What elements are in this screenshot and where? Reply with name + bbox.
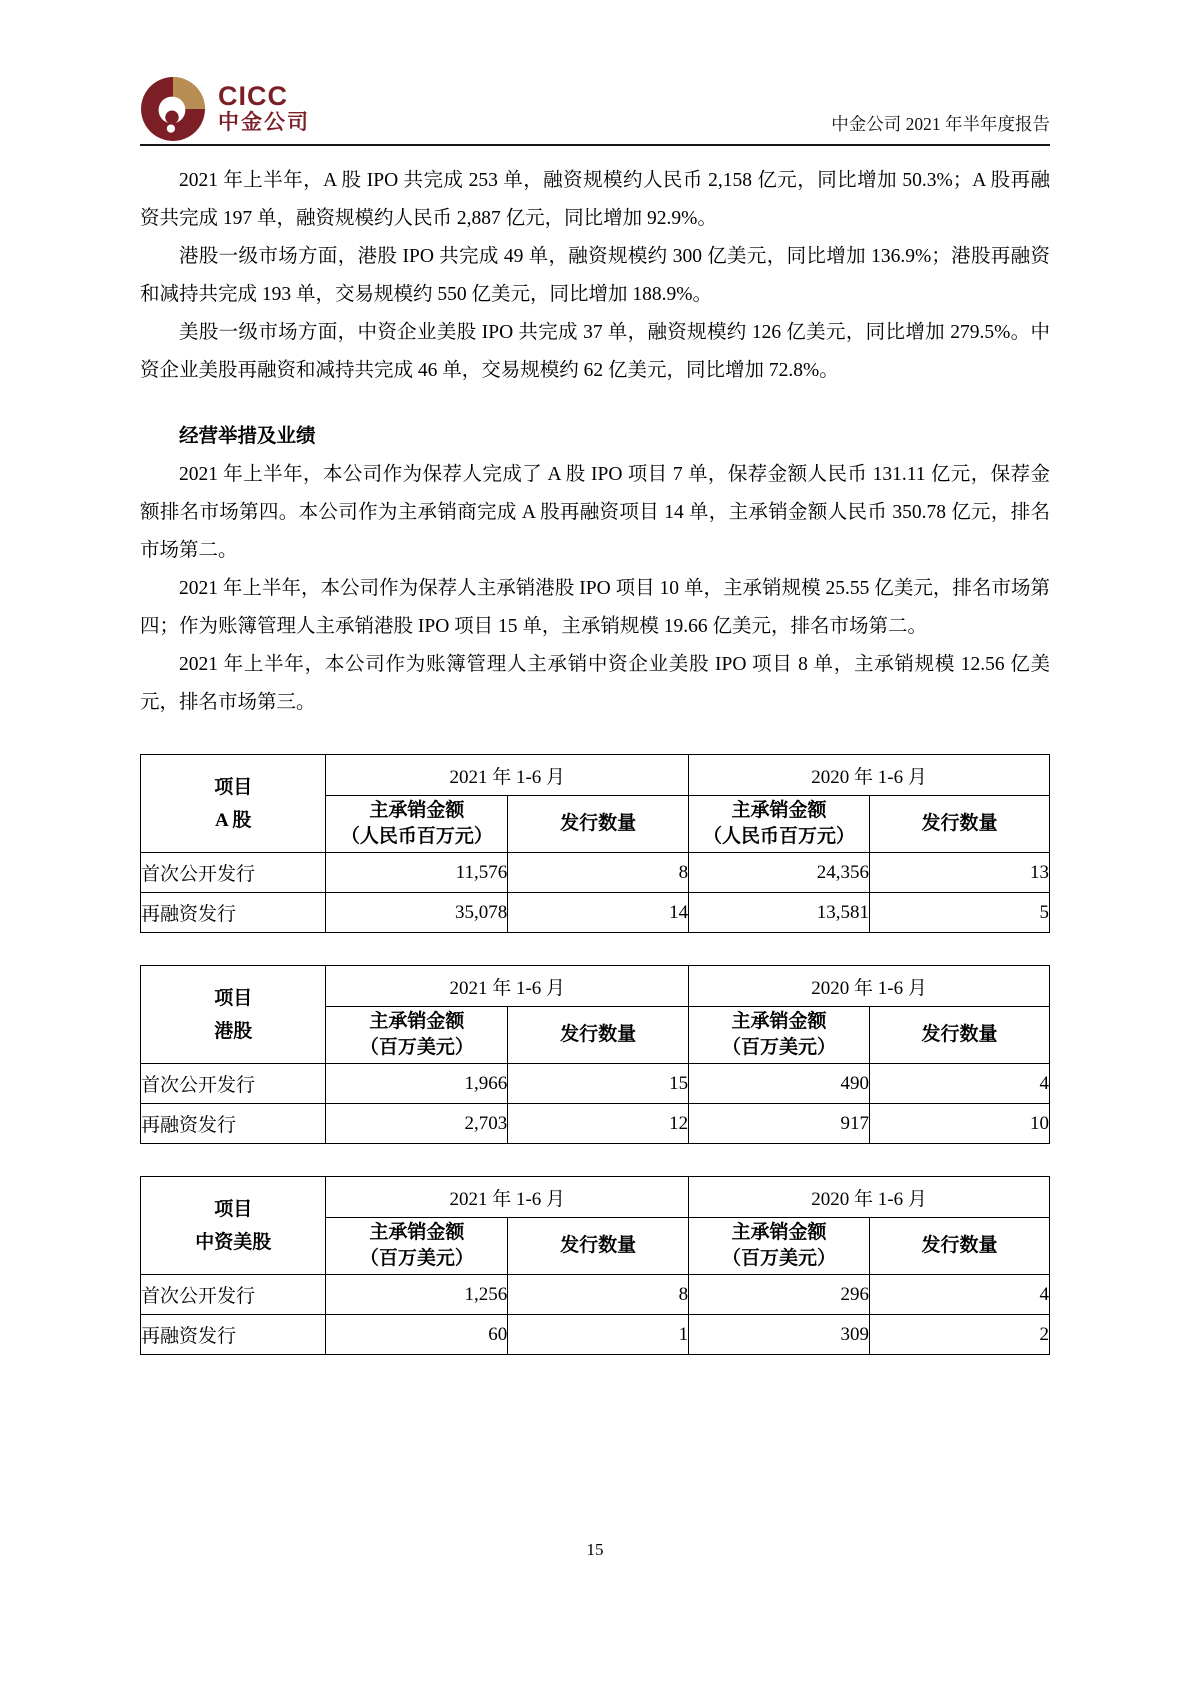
amount-unit: （人民币百万元） xyxy=(703,826,856,847)
amount-2021-value: 35,078 xyxy=(326,893,508,933)
amount-header-2020 xyxy=(689,1007,870,1064)
count-header-2021: 发行数量 xyxy=(508,1218,689,1275)
row-label: 首次公开发行 xyxy=(141,853,326,893)
brand-text xyxy=(218,82,310,136)
amount-label: 主承销金额 xyxy=(369,1011,465,1032)
paragraph-us-market: 美股一级市场方面，中资企业美股 IPO 共完成 37 单，融资规模约 126 亿美元，同比增加 279.5%。中资企业美股再融资和减持共完成 46 单，交易规模约 62 亿美元，同比增加 72.8%。 xyxy=(140,322,1050,381)
amount-header-2020 xyxy=(689,1218,870,1275)
table-us-share xyxy=(140,1176,1050,1355)
amount-header-2021 xyxy=(326,1007,508,1064)
amount-label: 主承销金额 xyxy=(731,800,827,821)
count-header-2020: 发行数量 xyxy=(870,796,1050,853)
amount-2021-value: 2,703 xyxy=(326,1104,508,1144)
amount-unit: （百万美元） xyxy=(359,1248,474,1269)
amount-header-2021 xyxy=(326,1218,508,1275)
report-title: 中金公司 2021 年半年度报告 xyxy=(831,114,1050,134)
period-2021-header: 2021 年 1-6 月 xyxy=(326,755,689,796)
table-row xyxy=(141,1104,1050,1144)
count-2020-value: 2 xyxy=(870,1315,1050,1355)
row-label: 首次公开发行 xyxy=(141,1275,326,1315)
table-row xyxy=(141,1177,1050,1218)
table-row xyxy=(141,893,1050,933)
period-2020-header: 2020 年 1-6 月 xyxy=(689,755,1050,796)
period-2021-header: 2021 年 1-6 月 xyxy=(326,1177,689,1218)
count-2020-value: 4 xyxy=(870,1275,1050,1315)
amount-2020-value: 13,581 xyxy=(689,893,870,933)
count-2021-value: 1 xyxy=(508,1315,689,1355)
table-row xyxy=(141,1275,1050,1315)
amount-2021-value: 1,966 xyxy=(326,1064,508,1104)
period-2021-header: 2021 年 1-6 月 xyxy=(326,966,689,1007)
amount-2021-value: 60 xyxy=(326,1315,508,1355)
count-2020-value: 5 xyxy=(870,893,1050,933)
project-label: 项目 xyxy=(214,1198,253,1220)
amount-2020-value: 917 xyxy=(689,1104,870,1144)
project-header-cell xyxy=(141,1177,326,1275)
table-row xyxy=(141,853,1050,893)
row-label: 首次公开发行 xyxy=(141,1064,326,1104)
amount-2020-value: 309 xyxy=(689,1315,870,1355)
page-header xyxy=(140,0,1050,146)
market-label: 港股 xyxy=(214,1020,253,1042)
amount-unit: （百万美元） xyxy=(722,1037,837,1058)
count-2021-value: 15 xyxy=(508,1064,689,1104)
count-2021-value: 12 xyxy=(508,1104,689,1144)
count-header-2020: 发行数量 xyxy=(870,1218,1050,1275)
project-header-cell xyxy=(141,755,326,853)
market-label: A 股 xyxy=(214,809,252,831)
table-row xyxy=(141,755,1050,796)
amount-unit: （人民币百万元） xyxy=(340,826,493,847)
paragraph-hk-market: 港股一级市场方面，港股 IPO 共完成 49 单，融资规模约 300 亿美元，同比增加 136.9%；港股再融资和减持共完成 193 单，交易规模约 550 亿美元，同比增加 188.9%。 xyxy=(140,246,1050,305)
table-a-share xyxy=(140,754,1050,933)
amount-unit: （百万美元） xyxy=(722,1248,837,1269)
amount-label: 主承销金额 xyxy=(731,1222,827,1243)
count-2021-value: 8 xyxy=(508,1275,689,1315)
count-header-2021: 发行数量 xyxy=(508,1007,689,1064)
project-label: 项目 xyxy=(214,776,253,798)
row-label: 再融资发行 xyxy=(141,893,326,933)
paragraph-a-share-market: 2021 年上半年，A 股 IPO 共完成 253 单，融资规模约人民币 2,158 亿元，同比增加 50.3%；A 股再融资共完成 197 单，融资规模约人民币 2,887 亿元，同比增加 92.9%。 xyxy=(140,170,1050,229)
amount-label: 主承销金额 xyxy=(369,800,465,821)
count-2020-value: 13 xyxy=(870,853,1050,893)
table-row xyxy=(141,1315,1050,1355)
project-header-cell xyxy=(141,966,326,1064)
row-label: 再融资发行 xyxy=(141,1315,326,1355)
count-2020-value: 10 xyxy=(870,1104,1050,1144)
amount-unit: （百万美元） xyxy=(359,1037,474,1058)
amount-header-2020 xyxy=(689,796,870,853)
project-label: 项目 xyxy=(214,987,253,1009)
table-row xyxy=(141,966,1050,1007)
brand-name-zh: 中金公司 xyxy=(218,111,310,134)
cicc-logo xyxy=(140,76,310,142)
period-2020-header: 2020 年 1-6 月 xyxy=(689,966,1050,1007)
paragraph-us-performance: 2021 年上半年，本公司作为账簿管理人主承销中资企业美股 IPO 项目 8 单，主承销规模 12.56 亿美元，排名市场第三。 xyxy=(140,654,1050,713)
amount-2020-value: 296 xyxy=(689,1275,870,1315)
brand-name-en: CICC xyxy=(218,81,288,111)
page-content xyxy=(140,162,1050,1355)
table-hk-share xyxy=(140,965,1050,1144)
amount-2021-value: 11,576 xyxy=(326,853,508,893)
market-label: 中资美股 xyxy=(195,1231,272,1253)
count-header-2020: 发行数量 xyxy=(870,1007,1050,1064)
amount-label: 主承销金额 xyxy=(731,1011,827,1032)
count-2021-value: 8 xyxy=(508,853,689,893)
count-2021-value: 14 xyxy=(508,893,689,933)
section-heading: 经营举措及业绩 xyxy=(179,426,316,447)
amount-2020-value: 24,356 xyxy=(689,853,870,893)
row-label: 再融资发行 xyxy=(141,1104,326,1144)
paragraph-hk-performance: 2021 年上半年，本公司作为保荐人主承销港股 IPO 项目 10 单，主承销规模 25.55 亿美元，排名市场第四；作为账簿管理人主承销港股 IPO 项目 15 单，主承销规模 19.66 亿美元，排名市场第二。 xyxy=(140,578,1050,637)
count-header-2021: 发行数量 xyxy=(508,796,689,853)
amount-2020-value: 490 xyxy=(689,1064,870,1104)
amount-label: 主承销金额 xyxy=(369,1222,465,1243)
amount-header-2021 xyxy=(326,796,508,853)
paragraph-a-share-performance: 2021 年上半年，本公司作为保荐人完成了 A 股 IPO 项目 7 单，保荐金额人民币 131.11 亿元，保荐金额排名市场第四。本公司作为主承销商完成 A 股再融资项目 14 单，主承销金额人民币 350.78 亿元，排名市场第二。 xyxy=(140,464,1050,561)
page-number: 15 xyxy=(586,1540,604,1559)
cicc-logo-icon xyxy=(140,76,206,142)
table-row xyxy=(141,1064,1050,1104)
period-2020-header: 2020 年 1-6 月 xyxy=(689,1177,1050,1218)
count-2020-value: 4 xyxy=(870,1064,1050,1104)
amount-2021-value: 1,256 xyxy=(326,1275,508,1315)
